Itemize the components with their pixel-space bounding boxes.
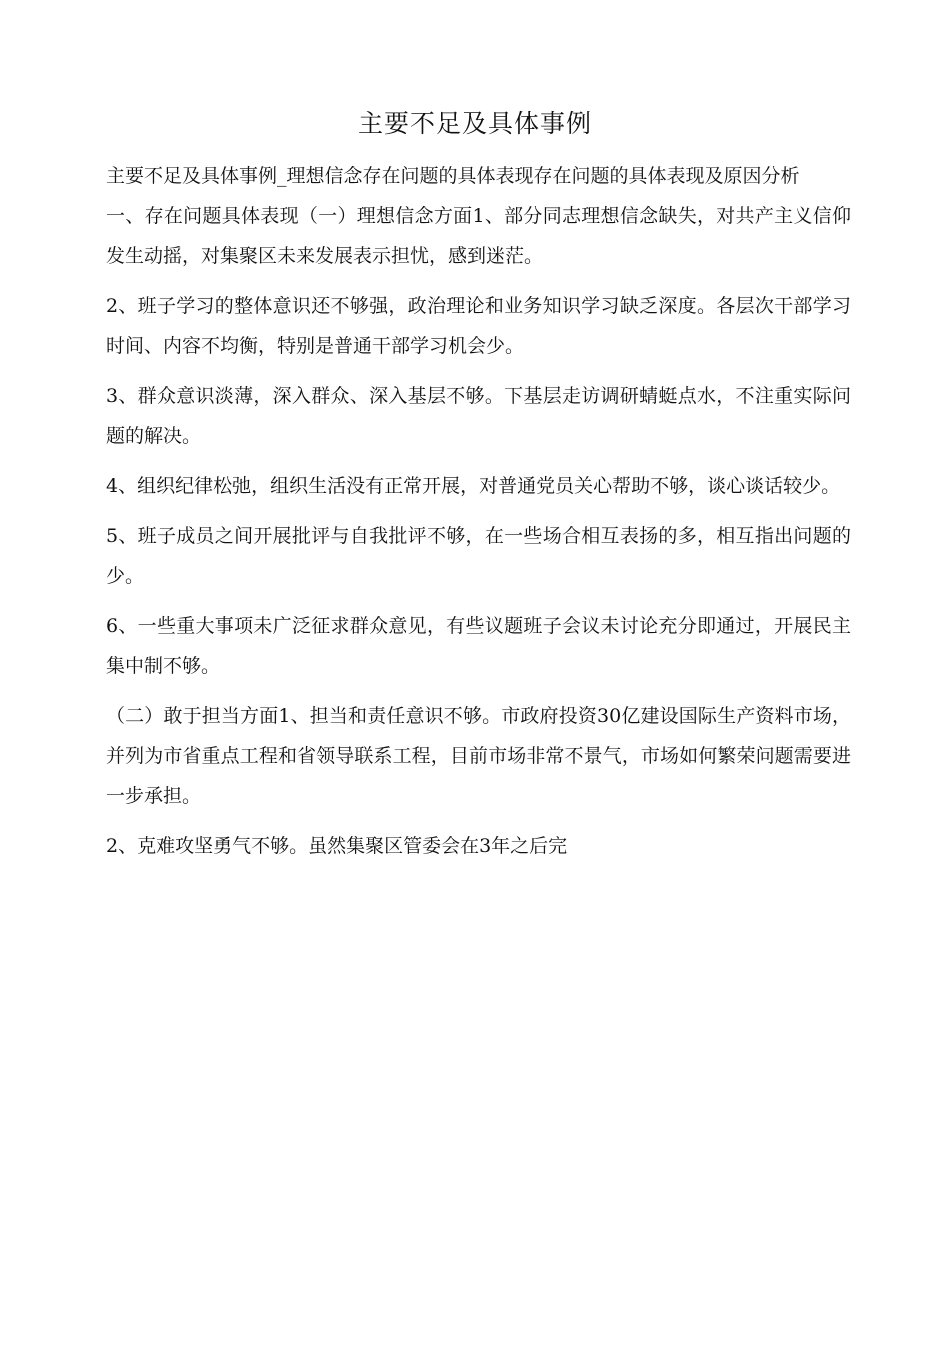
- paragraph-item-2b: 2、克难攻坚勇气不够。虽然集聚区管委会在3年之后完: [106, 835, 568, 857]
- paragraph-section-2: （二）敢于担当方面1、担当和责任意识不够。市政府投资30亿建设国际生产资料市场，并列为市省重点工程和省领导联系工程，目前市场非常不景气，市场如何繁荣问题需要进一步承担。: [106, 705, 851, 807]
- paragraph-item-4: 4、组织纪律松弛，组织生活没有正常开展，对普通党员关心帮助不够，谈心谈话较少。: [106, 475, 841, 497]
- paragraph-item-6: 6、一些重大事项未广泛征求群众意见，有些议题班子会议未讨论充分即通过，开展民主集中制不够。: [106, 615, 851, 677]
- paragraph-item-2: 2、班子学习的整体意识还不够强，政治理论和业务知识学习缺乏深度。各层次干部学习时间、内容不均衡，特别是普通干部学习机会少。: [106, 295, 851, 357]
- document-body: [106, 156, 851, 876]
- paragraph-item-3: 3、群众意识淡薄，深入群众、深入基层不够。下基层走访调研蜻蜓点水，不注重实际问题的解决。: [106, 385, 851, 447]
- paragraph-section-1: 一、存在问题具体表现（一）理想信念方面1、部分同志理想信念缺失，对共产主义信仰发生动摇，对集聚区未来发展表示担忧，感到迷茫。: [106, 205, 851, 267]
- paragraph-subtitle: 主要不足及具体事例_理想信念存在问题的具体表现存在问题的具体表现及原因分析: [106, 165, 800, 187]
- paragraph-item-5: 5、班子成员之间开展批评与自我批评不够，在一些场合相互表扬的多，相互指出问题的少。: [106, 525, 851, 587]
- document-title: 主要不足及具体事例: [357, 109, 592, 138]
